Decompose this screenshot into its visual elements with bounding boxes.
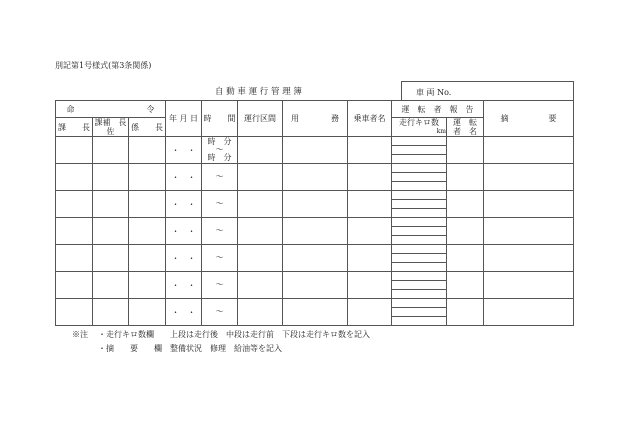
time-cell[interactable]: 〜 bbox=[202, 272, 238, 299]
time-cell[interactable]: 〜 bbox=[202, 191, 238, 218]
note-1-text: 上段は走行後 中段は走行前 下段は走行キロ数を記入 bbox=[170, 330, 370, 339]
section-chief-cell[interactable] bbox=[56, 137, 93, 164]
route-cell[interactable] bbox=[238, 137, 283, 164]
date-cell[interactable]: ・ ・ bbox=[166, 245, 202, 272]
route-header: 運行区間 bbox=[238, 101, 283, 137]
deputy-chief-cell[interactable] bbox=[93, 137, 129, 164]
driver-name-cell[interactable] bbox=[447, 245, 484, 272]
passengers-cell[interactable] bbox=[348, 272, 392, 299]
subsection-chief-cell[interactable] bbox=[129, 245, 166, 272]
deputy-chief-header: 課補 長佐 bbox=[94, 118, 127, 136]
remarks-cell[interactable] bbox=[484, 164, 574, 191]
route-cell[interactable] bbox=[238, 218, 283, 245]
route-cell[interactable] bbox=[238, 245, 283, 272]
section-chief-cell[interactable] bbox=[56, 164, 93, 191]
vehicle-number-box bbox=[401, 81, 574, 101]
time-cell[interactable]: 〜 bbox=[202, 218, 238, 245]
remarks-cell[interactable] bbox=[484, 218, 574, 245]
date-cell[interactable]: ・ ・ bbox=[166, 164, 202, 191]
section-chief-cell[interactable] bbox=[56, 191, 93, 218]
note-2-item: ・摘 要 欄 bbox=[98, 344, 162, 353]
km-cell[interactable] bbox=[392, 191, 447, 218]
time-cell[interactable]: 〜 bbox=[202, 245, 238, 272]
km-cell[interactable] bbox=[392, 164, 447, 191]
table-row bbox=[56, 164, 574, 191]
note-2-text: 整備状況 修理 給油等を記入 bbox=[170, 344, 282, 353]
km-cell[interactable] bbox=[392, 218, 447, 245]
purpose-cell[interactable] bbox=[283, 245, 348, 272]
note-prefix: ※注 bbox=[72, 330, 88, 339]
subsection-chief-cell[interactable] bbox=[129, 299, 166, 326]
section-chief-header: 課 長 bbox=[56, 118, 93, 137]
route-cell[interactable] bbox=[238, 191, 283, 218]
note-1-item: ・走行キロ数欄 bbox=[98, 330, 154, 339]
passengers-cell[interactable] bbox=[348, 218, 392, 245]
date-cell[interactable]: ・ ・ bbox=[166, 272, 202, 299]
deputy-chief-cell[interactable] bbox=[93, 245, 129, 272]
table-row bbox=[56, 137, 574, 164]
time-header: 時 間 bbox=[202, 101, 238, 137]
subsection-chief-cell[interactable] bbox=[129, 218, 166, 245]
km-label: 走行キロ数 bbox=[399, 118, 439, 127]
km-cell[interactable] bbox=[392, 245, 447, 272]
km-header bbox=[392, 118, 447, 137]
remarks-cell[interactable] bbox=[484, 272, 574, 299]
driver-name-header: 運 転 者 名 bbox=[447, 118, 484, 137]
table-row bbox=[56, 272, 574, 299]
table-row bbox=[56, 299, 574, 326]
remarks-header: 摘 要 bbox=[484, 101, 574, 137]
form-title: 自 動 車 運 行 管 理 簿 bbox=[215, 87, 302, 97]
purpose-cell[interactable] bbox=[283, 137, 348, 164]
log-table bbox=[55, 100, 574, 326]
km-cell[interactable] bbox=[392, 137, 447, 164]
time-cell[interactable]: 〜 bbox=[202, 299, 238, 326]
route-cell[interactable] bbox=[238, 164, 283, 191]
remarks-cell[interactable] bbox=[484, 137, 574, 164]
passengers-header: 乗車者名 bbox=[348, 101, 392, 137]
route-cell[interactable] bbox=[238, 299, 283, 326]
driver-name-cell[interactable] bbox=[447, 137, 484, 164]
remarks-cell[interactable] bbox=[484, 245, 574, 272]
date-cell[interactable]: ・ ・ bbox=[166, 218, 202, 245]
passengers-cell[interactable] bbox=[348, 137, 392, 164]
table-row bbox=[56, 191, 574, 218]
deputy-chief-cell[interactable] bbox=[93, 191, 129, 218]
driver-name-cell[interactable] bbox=[447, 218, 484, 245]
purpose-header: 用 務 bbox=[283, 101, 348, 137]
section-chief-cell[interactable] bbox=[56, 299, 93, 326]
purpose-cell[interactable] bbox=[283, 191, 348, 218]
table-row bbox=[56, 245, 574, 272]
subsection-chief-cell[interactable] bbox=[129, 137, 166, 164]
deputy-chief-cell[interactable] bbox=[93, 218, 129, 245]
driver-name-cell[interactable] bbox=[447, 299, 484, 326]
date-cell[interactable]: ・ ・ bbox=[166, 299, 202, 326]
section-chief-cell[interactable] bbox=[56, 272, 93, 299]
passengers-cell[interactable] bbox=[348, 191, 392, 218]
purpose-cell[interactable] bbox=[283, 218, 348, 245]
section-chief-cell[interactable] bbox=[56, 218, 93, 245]
date-cell[interactable]: ・ ・ bbox=[166, 137, 202, 164]
subsection-chief-cell[interactable] bbox=[129, 191, 166, 218]
deputy-chief-cell[interactable] bbox=[93, 299, 129, 326]
km-unit: km bbox=[436, 128, 446, 135]
purpose-cell[interactable] bbox=[283, 299, 348, 326]
driver-name-cell[interactable] bbox=[447, 272, 484, 299]
order-header: 命 令 bbox=[56, 101, 166, 118]
passengers-cell[interactable] bbox=[348, 245, 392, 272]
passengers-cell[interactable] bbox=[348, 299, 392, 326]
km-cell[interactable] bbox=[392, 299, 447, 326]
driver-name-cell[interactable] bbox=[447, 164, 484, 191]
subsection-chief-cell[interactable] bbox=[129, 272, 166, 299]
subsection-chief-header: 係 長 bbox=[129, 118, 166, 137]
remarks-cell[interactable] bbox=[484, 299, 574, 326]
purpose-cell[interactable] bbox=[283, 272, 348, 299]
km-cell[interactable] bbox=[392, 272, 447, 299]
vehicle-label: 車 両 No. bbox=[416, 88, 452, 97]
remarks-cell[interactable] bbox=[484, 191, 574, 218]
driver-report-header: 運 転 者 報 告 bbox=[392, 101, 484, 118]
section-chief-cell[interactable] bbox=[56, 245, 93, 272]
time-cell[interactable]: 時 分 〜 時 分 bbox=[202, 137, 238, 164]
driver-name-cell[interactable] bbox=[447, 191, 484, 218]
purpose-cell[interactable] bbox=[283, 164, 348, 191]
table-row bbox=[56, 218, 574, 245]
passengers-cell[interactable] bbox=[348, 164, 392, 191]
time-cell[interactable]: 〜 bbox=[202, 164, 238, 191]
date-cell[interactable]: ・ ・ bbox=[166, 191, 202, 218]
deputy-chief-cell[interactable] bbox=[93, 164, 129, 191]
route-cell[interactable] bbox=[238, 272, 283, 299]
subsection-chief-cell[interactable] bbox=[129, 164, 166, 191]
deputy-chief-cell[interactable] bbox=[93, 272, 129, 299]
form-id: 別記第1号様式(第3条関係) bbox=[55, 61, 152, 70]
date-header: 年 月 日 bbox=[166, 101, 202, 137]
